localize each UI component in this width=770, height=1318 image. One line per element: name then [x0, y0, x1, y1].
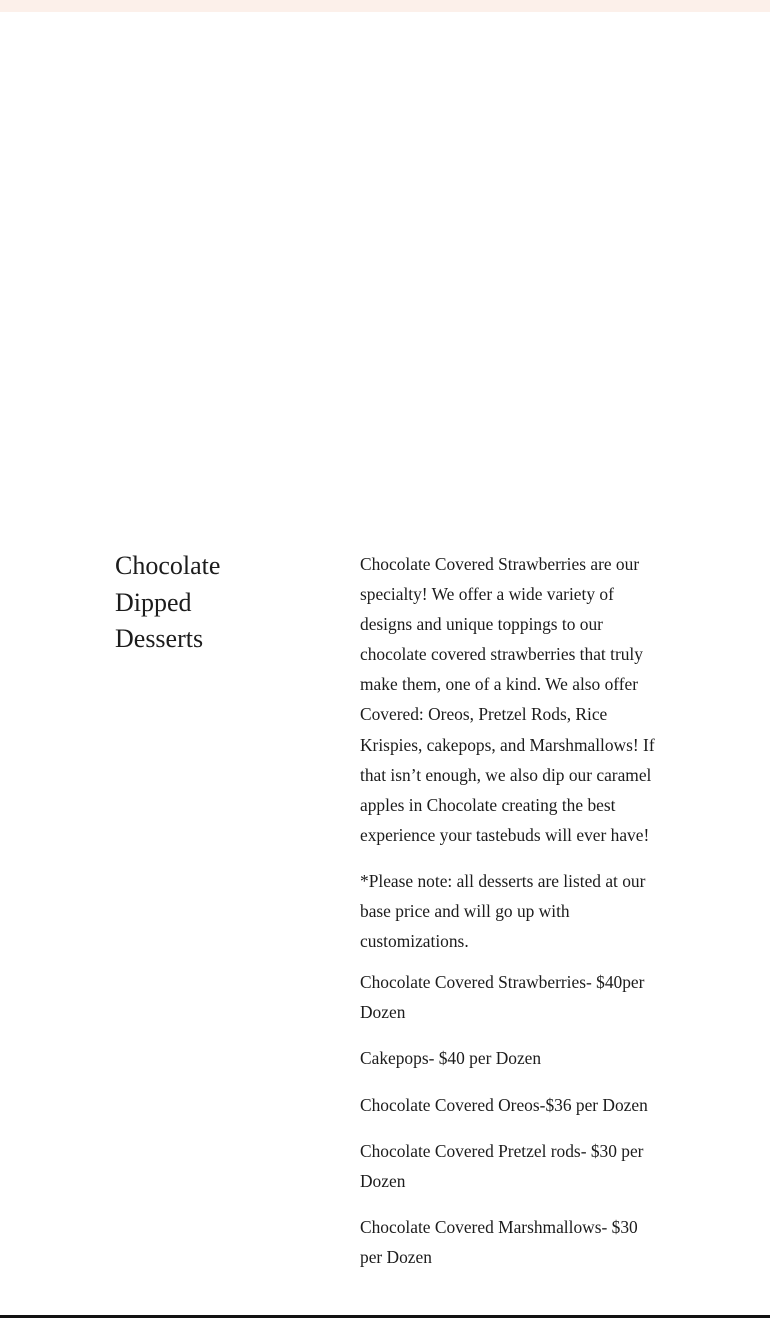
- price-item-cakepops: Cakepops- $40 per Dozen: [360, 1048, 542, 1069]
- price-item-strawberries: Chocolate Covered Strawberries- $40per Dozen: [360, 972, 645, 1023]
- price-item-pretzel-rods: Chocolate Covered Pretzel rods- $30 per Dozen: [360, 1140, 644, 1191]
- price-item-marshmallows: Chocolate Covered Marshmallows- $30 per Dozen: [360, 1216, 638, 1267]
- section-title-line-2: Dipped: [115, 587, 192, 617]
- section-title-line-1: Chocolate: [115, 551, 221, 580]
- pricing-note: *Please note: all desserts are listed at our base price and will go up with customizations.: [360, 870, 646, 952]
- price-item-oreos: Chocolate Covered Oreos-$36 per Dozen: [360, 1094, 648, 1115]
- description-column: [360, 549, 660, 1288]
- section-title: [115, 548, 315, 658]
- top-banner-strip: [0, 0, 770, 12]
- hero-image-area: [0, 12, 770, 532]
- intro-paragraph: Chocolate Covered Strawberries are our specialty! We offer a wide variety of designs and unique toppings to our chocolate covered strawberries that truly make them, one of a kind. We also offer Covered: Oreos, Pretzel Rods, Rice Krispies, cakepops, and Marshmallows! If that isn’t enough, we also dip our caramel apples in Chocolate creating the best experience your tastebuds will ever have!: [360, 554, 655, 845]
- section-title-line-3: Desserts: [115, 624, 204, 653]
